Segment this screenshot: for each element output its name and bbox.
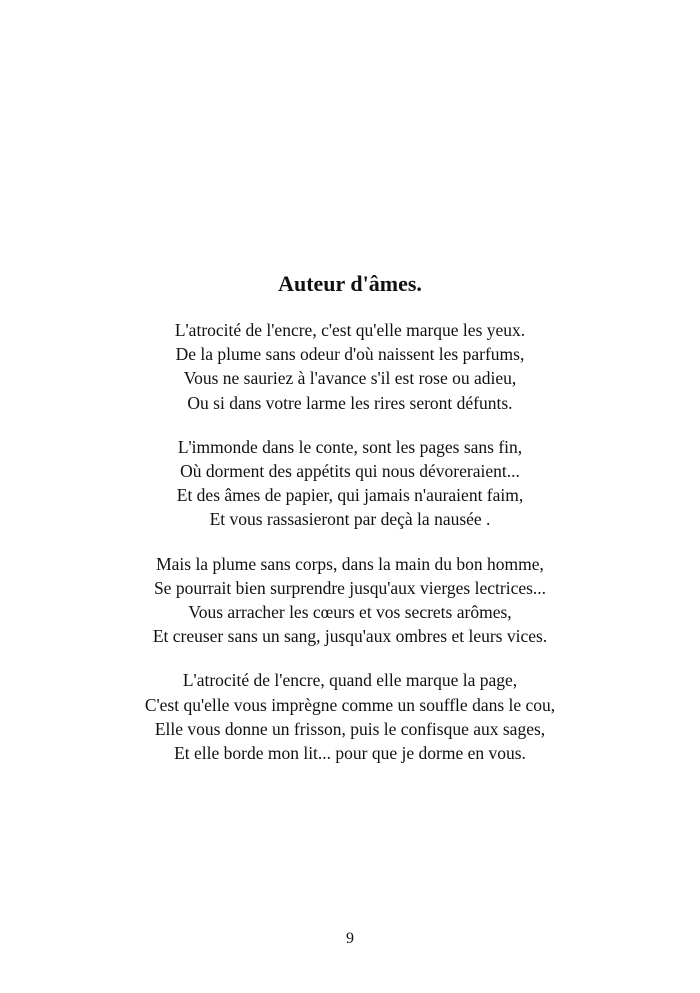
page-number: 9 [346, 930, 354, 947]
poem-line: Et vous rassasieront par deçà la nausée . [209, 509, 491, 530]
stanza-1 [0, 318, 700, 415]
poem-line: Où dorment des appétits qui nous dévoreraient... [180, 461, 520, 482]
poem-line: Et creuser sans un sang, jusqu'aux ombres et leurs vices. [152, 626, 548, 647]
poem-line: Elle vous donne un frisson, puis le confisque aux sages, [154, 718, 546, 739]
stanza-4 [0, 668, 700, 765]
poem-line: Vous arracher les cœurs et vos secrets arômes, [188, 602, 512, 623]
poem-line: L'immonde dans le conte, sont les pages sans fin, [177, 436, 523, 457]
poem-line: L'atrocité de l'encre, quand elle marque la page, [182, 670, 518, 691]
poem-line: De la plume sans odeur d'où naissent les parfums, [175, 344, 525, 365]
stanza-2 [0, 435, 700, 532]
poem-body [0, 318, 700, 785]
poem-line: Et elle borde mon lit... pour que je dorme en vous. [174, 743, 526, 764]
stanza-3 [0, 552, 700, 649]
poem-line: Mais la plume sans corps, dans la main du bon homme, [156, 553, 544, 574]
poem-line: C'est qu'elle vous imprègne comme un souffle dans le cou, [144, 694, 556, 715]
poem-title: Auteur d'âmes. [278, 271, 422, 296]
poem-line: Et des âmes de papier, qui jamais n'auraient faim, [176, 485, 524, 506]
poem-line: L'atrocité de l'encre, c'est qu'elle marque les yeux. [174, 320, 526, 340]
poem-line: Se pourrait bien surprendre jusqu'aux vierges lectrices... [153, 577, 547, 598]
poem-line: Ou si dans votre larme les rires seront défunts. [187, 392, 513, 413]
poem-line: Vous ne sauriez à l'avance s'il est rose ou adieu, [183, 368, 517, 389]
